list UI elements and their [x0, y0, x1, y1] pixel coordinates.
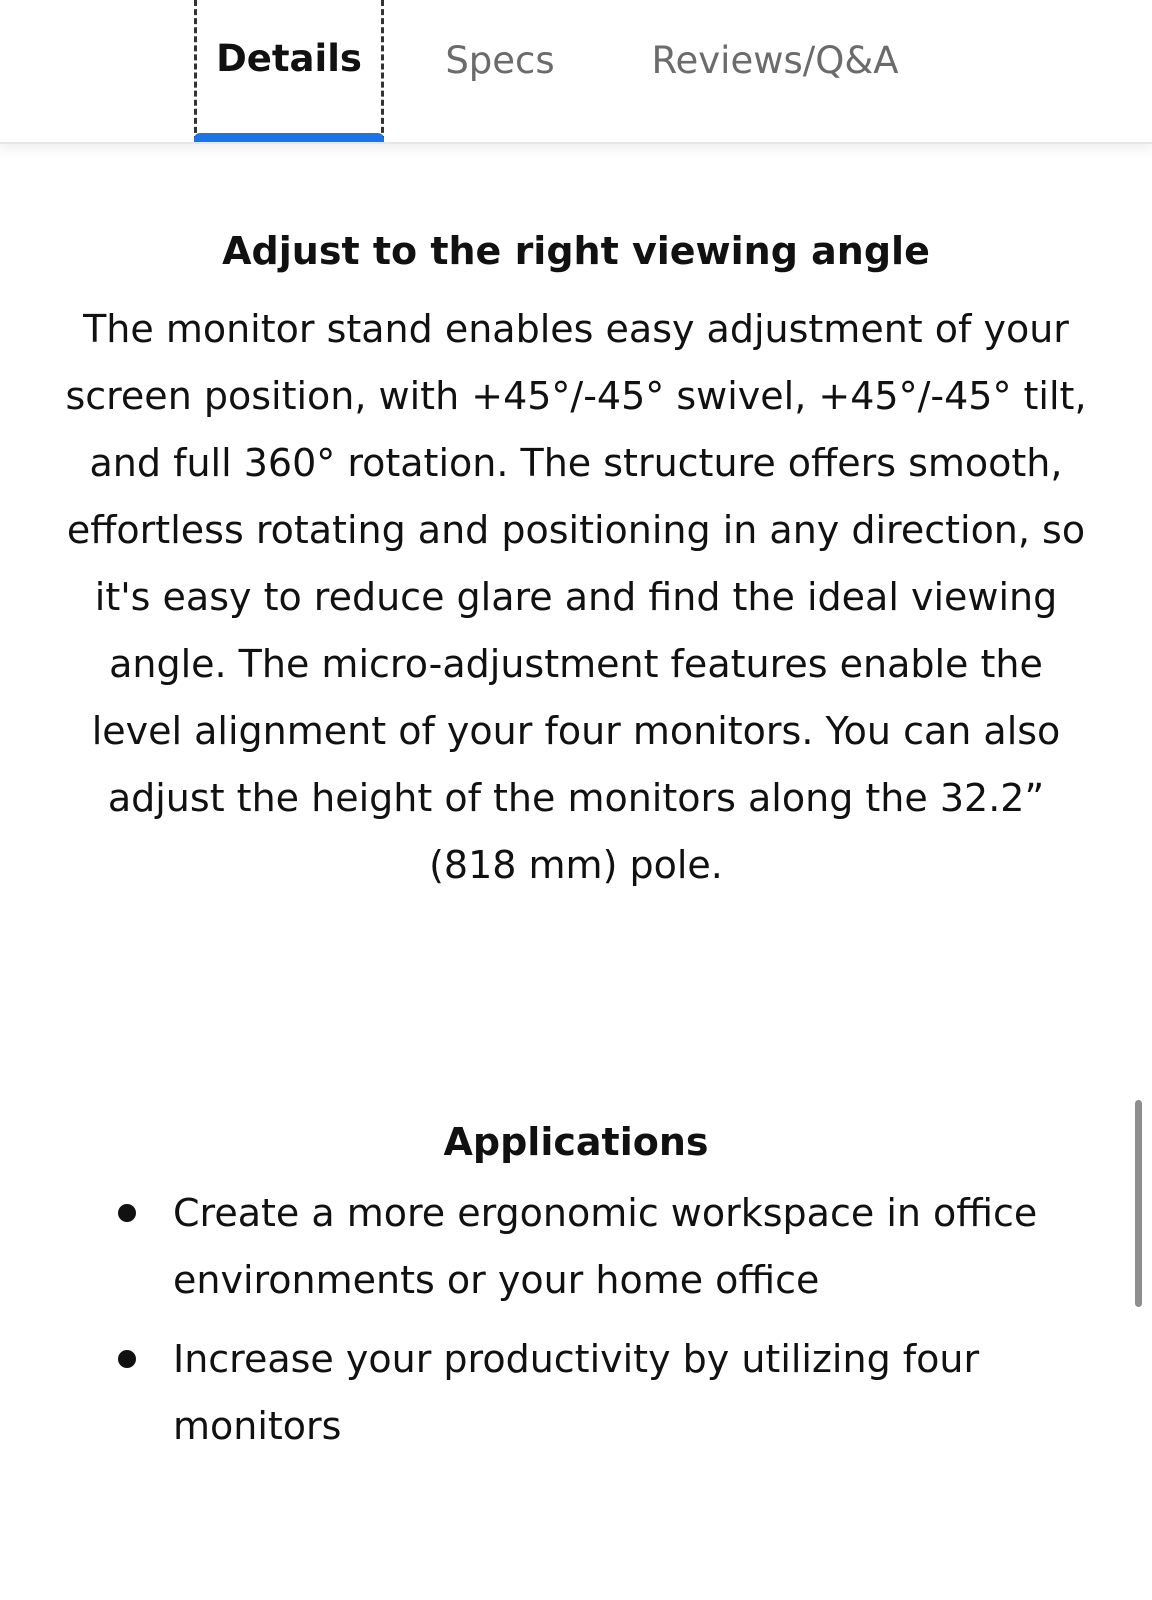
- active-tab-indicator: [194, 133, 384, 142]
- list-item-text: Increase your productivity by utilizing four monitors: [173, 1337, 980, 1448]
- tab-specs[interactable]: [420, 0, 580, 142]
- list-item: [0, 1180, 1152, 1314]
- tab-reviews-qa[interactable]: [630, 0, 920, 142]
- feature-description: The monitor stand enables easy adjustment of your screen position, with +45°/-45° swivel, +45°/-45° tilt, and full 360° rotation. The structure offers smooth, effortless rotating and positioning in any direction, so it's easy to reduce glare and find the ideal viewing angle. The micro-adjustment features enable the level alignment of your four monitors. You can also adjust the height of the monitors along the 32.2” (818 mm) pole.: [65, 307, 1087, 887]
- applications-list: [0, 1180, 1152, 1472]
- list-item: [0, 1326, 1152, 1460]
- tab-specs-label: Specs: [445, 38, 555, 82]
- bullet-icon: [118, 1204, 136, 1222]
- scrollbar-thumb[interactable]: [1135, 1100, 1142, 1307]
- feature-heading: Adjust to the right viewing angle: [222, 229, 930, 273]
- applications-heading: Applications: [443, 1120, 709, 1164]
- tab-bar: [0, 0, 1152, 144]
- bullet-icon: [118, 1350, 136, 1368]
- list-item-text: Create a more ergonomic workspace in office environments or your home office: [173, 1191, 1038, 1302]
- tab-details-label: Details: [216, 37, 362, 80]
- tab-reviews-qa-label: Reviews/Q&A: [651, 38, 899, 82]
- tab-details[interactable]: [194, 0, 384, 142]
